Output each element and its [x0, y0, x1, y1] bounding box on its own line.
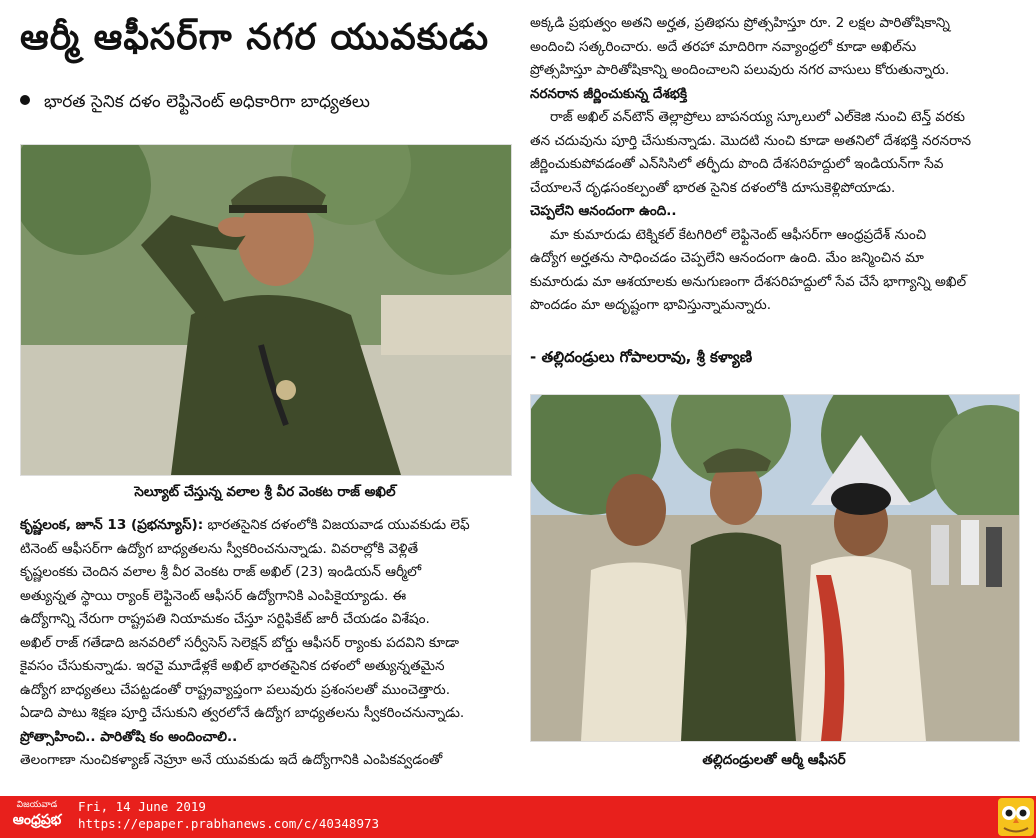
logo-name: ఆంధ్రప్రభ	[12, 812, 62, 828]
right-section2-line-2: కుమారుడు మా ఆశయాలకు అనుగుణంగా దేశసరిహద్దులో సేవ చేసే భాగ్యాన్ని అఖిల్	[530, 273, 967, 290]
dateline: కృష్ణలంక, జూన్ 13 (ప్రభన్యూస్):	[20, 517, 204, 533]
subheadline: భారత సైనిక దళం లెఫ్టినెంట్ అధికారిగా బాధ్యతలు	[44, 92, 370, 112]
left-body-line-4: ఉద్యోగాన్ని నేరుగా రాష్ట్రపతి నియామకం చేస్తూ సర్టిఫికేట్ జారీ చేయడం విశేషం.	[20, 611, 430, 627]
left-body-line-3: అత్యున్నత స్థాయి ర్యాంక్ లెఫ్టినెంట్ ఆఫీసర్ ఉద్యోగానికి ఎంపికైయ్యాడు. ఈ	[20, 587, 407, 604]
right-top-line-2: ప్రోత్సహిస్తూ పారితోషికాన్ని అందించాలని పలువురు నగర వాసులు కోరుతున్నారు.	[530, 62, 950, 78]
left-body-line-2: కృష్ణలంకకు చెందిన వలాల శ్రీ వీర వెంకట రాజ్ అఖిల్ (23) ఇండియన్ ఆర్మీలో	[20, 564, 422, 580]
right-section1-line-1: తన చదువును పూర్తి చేసుకున్నాడు. మొదటి నుంచి కూడా అతనిలో దేశభక్తి నరనరాన	[530, 132, 971, 149]
headline: ఆర్మీ ఆఫీసర్‌గా నగర యువకుడు	[20, 17, 490, 58]
left-body-line-0: కృష్ణలంక, జూన్ 13 (ప్రభన్యూస్): భారతసైనిక దళంలోకి విజయవాడ యువకుడు లెఫ్	[20, 517, 470, 533]
left-section-heading: ప్రోత్సాహించి.. పారితోషి కం అందించాలి..	[20, 728, 238, 745]
left-last-line: తెలంగాణా నుంచికళ్యాణ్ నెహ్రూ అనే యువకుడు ఇదే ఉద్యోగానికి ఎంపికవ్వడంతో	[20, 752, 443, 768]
right-section2-line-1: ఉద్యోగ అర్హతను సాధించడం చెప్పలేని ఆనందంగా ఉంది. మేం జన్మించిన మా	[530, 250, 924, 266]
left-body-line-8: ఏడాది పాటు శిక్షణ పూర్తి చేసుకుని త్వరలోనే ఉద్యోగ బాధ్యతలను స్వీకరించనున్నాడు.	[20, 705, 465, 721]
right-top-line-0: అక్కడి ప్రభుత్వం అతని అర్హత, ప్రతిభను ప్రోత్సహిస్తూ రూ. 2 లక్షల పారితోషికాన్ని	[530, 15, 950, 31]
owl-icon-graphic	[998, 798, 1034, 836]
left-body-line-6: కైవసం చేసుకున్నాడు. ఇరవై మూడేళ్లకే అఖిల్ భారతసైనిక దళంలో అత్యున్నతమైన	[20, 658, 445, 674]
photo2-caption: తల్లిదండ్రులతో ఆర్మీ ఆఫీసర్	[702, 752, 846, 768]
signature: - తల్లిదండ్రులు గోపాలరావు, శ్రీ కళ్యాణి	[530, 348, 753, 366]
owl-icon[interactable]	[998, 798, 1034, 836]
right-section1-line-2: జీర్ణించుకుపోవడంతో ఎన్‌సిసిలో తర్ఫీదు పొంది దేశసరిహద్దులో ఇండియన్‌గా సేవ	[530, 156, 944, 172]
officer-with-parents-illustration	[531, 395, 1019, 741]
subheadline-row	[20, 90, 510, 120]
saluting-officer-illustration	[21, 145, 511, 475]
right-section2-heading: చెప్పలేని ఆనందంగా ఉంది..	[530, 203, 677, 219]
logo-edition: విజయవాడ	[16, 800, 58, 810]
right-top-line-1: అందించి సత్కరించారు. అదే తరహా మాదిరిగా నవ్యాంధ్రలో కూడా అఖిల్‌ను	[530, 38, 917, 55]
photo1-caption: సెల్యూట్ చేస్తున్న వలాల శ్రీ వీర వెంకట రాజ్ అఖిల్	[134, 484, 396, 500]
right-section2-line-3: పొందడం మా అదృష్టంగా భావిస్తున్నామన్నారు.	[530, 297, 772, 313]
bullet-icon	[20, 95, 30, 105]
right-section1-line-0: రాజ్ అఖిల్ వన్‌టౌన్ తెల్లాప్రోలు బాపనయ్య స్కూలులో ఎల్‌కెజి నుంచి టెన్త్ వరకు	[550, 109, 965, 125]
right-section2-line-0: మా కుమారుడు టెక్నికల్ కేటగిరిలో లెఫ్టినెంట్ ఆఫీసర్‌గా ఆంధ్రప్రదేశ్ నుంచి	[550, 226, 927, 243]
saluting-officer-photo	[20, 144, 512, 476]
right-section1-heading: నరనరాన జీర్ణించుకున్న దేశభక్తి	[530, 85, 688, 102]
officer-with-parents-photo	[530, 394, 1020, 742]
left-body	[20, 514, 510, 773]
footer-url[interactable]: https://epaper.prabhanews.com/c/40348973	[78, 816, 380, 831]
footer-date: Fri, 14 June 2019	[78, 799, 206, 814]
left-body-line-5: అఖిల్ రాజ్ గతేడాది జనవరిలో సర్వీసెస్ సెలెక్షన్ బోర్డు ఆఫీసర్ ర్యాంకు పదవిని కూడా	[20, 634, 459, 651]
left-body-line-7: ఉద్యోగ బాధ్యతలు చేపట్టడంతో రాష్ట్రవ్యాప్తంగా పలువురు ప్రశంసలతో ముంచెత్తారు.	[20, 681, 451, 698]
right-top-text	[530, 12, 1020, 318]
left-body-line-1: టినెంట్ ఆఫీసర్‌గా ఉద్యోగ బాధ్యతలను స్వీకరించనున్నాడు. వివరాల్లోకి వెళ్లితే	[20, 540, 419, 557]
newspaper-logo[interactable]	[2, 799, 72, 835]
right-section1-line-3: చేయాలనే దృఢసంకల్పంతో భారత సైనిక దళంలోకి దూసుకెళ్లిపోయాడు.	[530, 179, 896, 196]
